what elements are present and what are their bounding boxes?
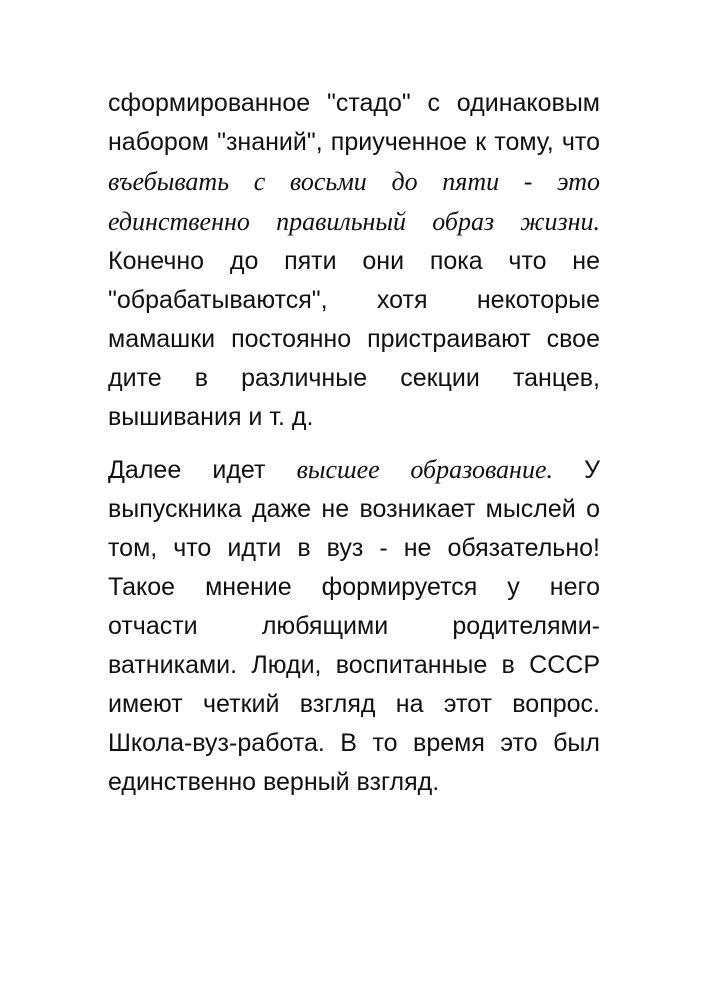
paragraph-1-italic-phrase: въебывать с восьми до пяти - это единственно правильный образ жизни. [108,167,600,236]
paragraph-1 [108,84,600,437]
paragraph-2-italic-phrase: высшее образование. [296,455,553,484]
page-body [108,84,600,815]
paragraph-1-text-end: Конечно до пяти они пока что не "обрабатываются", хотя некоторые мамашки постоянно пристраивают свое дите в различные секции танцев, вышивания и т. д. [108,247,600,431]
paragraph-2 [108,450,600,802]
paragraph-2-text-end: У выпускника даже не возникает мыслей о том, что идти в вуз - не обязательно! Такое мнение формируется у него отчасти любящими родителями-ватниками. Люди, воспитанные в СССР имеют четкий взгляд на этот вопрос. Школа-вуз-работа. В то время это был единственно верный взгляд. [108,456,600,796]
paragraph-1-text-start: сформированное "стадо" с одинаковым набором "знаний", приученное к тому, что [108,89,600,156]
paragraph-2-text-start: Далее идет [108,456,297,484]
